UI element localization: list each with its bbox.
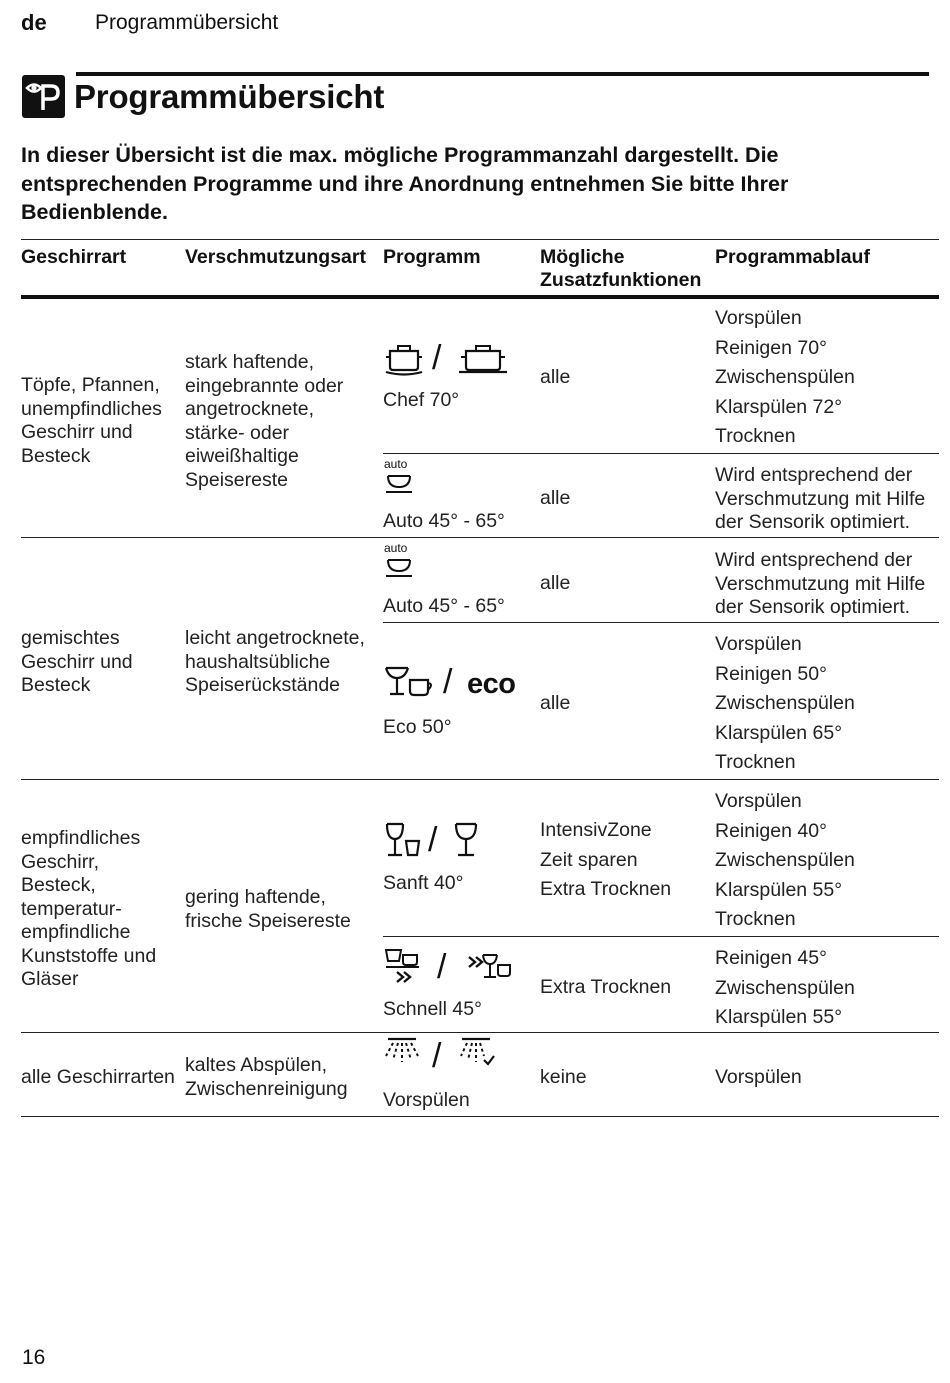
verschmutzung-group-1: [185, 351, 343, 492]
ablauf-step: Reinigen 45°: [715, 947, 827, 969]
ablauf-step: Klarspülen 55°: [715, 878, 843, 901]
ablauf-step: Klarspülen 55°: [715, 1006, 843, 1029]
program-table: [21, 239, 939, 1119]
ablauf-cell: [715, 304, 855, 452]
text-line: alle Geschirrarten: [21, 1066, 175, 1088]
ablauf-step: Verschmutzung mit Hilfe: [715, 487, 926, 510]
ablauf-step: der Sensorik optimiert.: [715, 511, 911, 533]
zusatz-cell: [540, 569, 570, 599]
text-line: Speisereste: [185, 468, 288, 491]
program-name: Auto 45° - 65°: [383, 510, 505, 532]
ablauf-step: Vorspülen: [715, 307, 802, 329]
text-line: eiweißhaltige: [185, 445, 299, 467]
text-line: gering haftende,: [185, 886, 326, 908]
program-name: Vorspülen: [383, 1089, 470, 1111]
text-line: Speiserückstände: [185, 674, 341, 696]
geschirr-group-1: [21, 374, 162, 468]
zusatz-item: keine: [540, 1066, 587, 1088]
text-line: Geschirr und: [21, 650, 133, 673]
ablauf-step: Zwischenspülen: [715, 849, 855, 872]
ablauf-cell: [715, 464, 925, 535]
quick-icon: [383, 947, 425, 987]
ablauf-step: Zwischenspülen: [715, 976, 855, 999]
intro-text: In dieser Übersicht ist die max. mögliche Programmanzahl dargestellt. Die entsprechenden Programme und ihre Anordnung entnehmen Sie bitte Ihrer Bedienblende.: [21, 143, 789, 224]
zusatz-item: alle: [540, 572, 571, 594]
text-line: empfindliches: [21, 827, 141, 849]
page-number: 16: [22, 1346, 46, 1369]
col-header-zusatz: [540, 246, 701, 292]
row-divider: [383, 622, 939, 623]
separator-slash: /: [437, 948, 447, 986]
ablauf-cell: [715, 1063, 802, 1093]
ablauf-step: Wird entsprechend der: [715, 549, 913, 571]
spray-icon: [383, 1036, 423, 1076]
text-line: unempfindliches: [21, 397, 162, 420]
zusatz-item: Extra Trocknen: [540, 878, 672, 901]
quick-icon: [467, 951, 515, 987]
ablauf-step: Trocknen: [715, 751, 796, 774]
ablauf-cell: [715, 944, 855, 1033]
ablauf-cell: [715, 549, 925, 620]
separator-slash: /: [432, 339, 442, 377]
zusatz-item: alle: [540, 487, 571, 509]
text-line: Besteck: [21, 444, 91, 467]
eco-icon: eco: [467, 668, 516, 700]
ablauf-step: Vorspülen: [715, 633, 802, 655]
ablauf-step: Reinigen 70°: [715, 336, 827, 359]
col-header-ablauf: Programmablauf: [715, 246, 870, 268]
zusatz-cell: [540, 689, 570, 719]
verschmutzung-group-4: [185, 1054, 348, 1101]
ablauf-step: Vorspülen: [715, 790, 802, 812]
col-header-programm: Programm: [383, 246, 481, 268]
ablauf-step: Zwischenspülen: [715, 366, 855, 389]
text-line: Kunststoffe und: [21, 944, 157, 967]
pot-icon: [457, 337, 509, 377]
spray-icon: [457, 1036, 497, 1076]
text-line: stärke- oder: [185, 421, 290, 444]
program-name: Chef 70°: [383, 389, 460, 411]
zusatz-item: IntensivZone: [540, 819, 652, 841]
text-line: kaltes Abspülen,: [185, 1054, 328, 1076]
ablauf-cell: [715, 787, 855, 935]
header-language: de: [21, 10, 47, 35]
ablauf-step: Klarspülen 72°: [715, 395, 843, 418]
text-line: eingebrannte oder: [185, 374, 344, 397]
zusatz-cell: [540, 484, 570, 514]
auto-icon-label: auto: [384, 541, 408, 555]
ablauf-step: Verschmutzung mit Hilfe: [715, 572, 926, 595]
table-top-rule: [21, 239, 939, 240]
geschirr-group-4: [21, 1066, 175, 1090]
text-line: angetrocknete,: [185, 398, 315, 420]
text-line: gemischtes: [21, 627, 120, 649]
zusatz-cell: [540, 973, 671, 1003]
geschirr-group-3: [21, 827, 156, 992]
zusatz-item: Extra Trocknen: [540, 976, 672, 998]
text-line: Besteck,: [21, 874, 96, 896]
zusatz-cell: [540, 816, 671, 905]
text-line: leicht angetrocknete,: [185, 627, 365, 649]
ablauf-step: Vorspülen: [715, 1066, 802, 1088]
program-p-icon: [22, 75, 65, 118]
zusatz-cell: [540, 363, 570, 393]
group-divider: [21, 537, 939, 538]
text-line: frische Speisereste: [185, 909, 351, 932]
ablauf-step: Wird entsprechend der: [715, 464, 913, 486]
ablauf-step: der Sensorik optimiert.: [715, 596, 911, 618]
verschmutzung-group-3: [185, 886, 351, 933]
ablauf-step: Trocknen: [715, 425, 796, 448]
text-line: Besteck: [21, 674, 91, 696]
text-line: Geschirr,: [21, 850, 100, 873]
text-line: Geschirr und: [21, 421, 133, 443]
geschirr-group-2: [21, 627, 133, 698]
zusatz-item: Zeit sparen: [540, 848, 638, 871]
ablauf-cell: [715, 630, 855, 778]
program-name: Schnell 45°: [383, 998, 482, 1020]
program-name: Eco 50°: [383, 716, 452, 738]
section-title: Programmübersicht: [74, 78, 385, 115]
text-line: Zwischenreinigung: [185, 1077, 348, 1100]
zusatz-item: alle: [540, 692, 571, 714]
verschmutzung-group-2: [185, 627, 365, 698]
auto-dish-icon: [383, 457, 417, 497]
separator-slash: /: [443, 663, 453, 701]
table-bottom-rule: [21, 1116, 939, 1117]
ablauf-step: Reinigen 50°: [715, 662, 827, 685]
row-divider: [383, 453, 939, 454]
pot-icon: [383, 337, 425, 377]
ablauf-step: Klarspülen 65°: [715, 721, 843, 744]
table-header-rule: [21, 295, 939, 299]
zusatz-cell: [540, 1063, 587, 1093]
auto-icon-label: auto: [384, 457, 408, 471]
col-header-zusatz-line1: Mögliche: [540, 246, 625, 268]
col-header-geschirrart: Geschirrart: [21, 246, 127, 268]
text-line: Gläser: [21, 968, 79, 990]
text-line: haushaltsübliche: [185, 650, 331, 673]
group-divider: [21, 779, 939, 780]
program-name: Auto 45° - 65°: [383, 595, 505, 617]
text-line: empfindliche: [21, 921, 131, 943]
col-header-zusatz-line2: Zusatzfunktionen: [540, 269, 702, 291]
ablauf-step: Zwischenspülen: [715, 692, 855, 715]
row-divider: [383, 936, 939, 937]
ablauf-step: Reinigen 40°: [715, 819, 827, 842]
glass-cup-icon: [383, 664, 437, 700]
header-title: Programmübersicht: [95, 11, 279, 34]
text-line: stark haftende,: [185, 351, 314, 373]
glass-cup-icon: [383, 821, 423, 861]
ablauf-step: Trocknen: [715, 908, 796, 931]
auto-dish-icon: [383, 541, 417, 581]
text-line: Töpfe, Pfannen,: [21, 374, 160, 396]
wine-glass-icon: [453, 821, 479, 861]
separator-slash: /: [432, 1037, 442, 1075]
section-rule: [76, 72, 929, 76]
text-line: temperatur-: [21, 897, 122, 920]
separator-slash: /: [428, 821, 438, 859]
zusatz-item: alle: [540, 366, 571, 388]
col-header-verschmutzung: Verschmutzungsart: [185, 246, 366, 268]
program-name: Sanft 40°: [383, 872, 464, 894]
